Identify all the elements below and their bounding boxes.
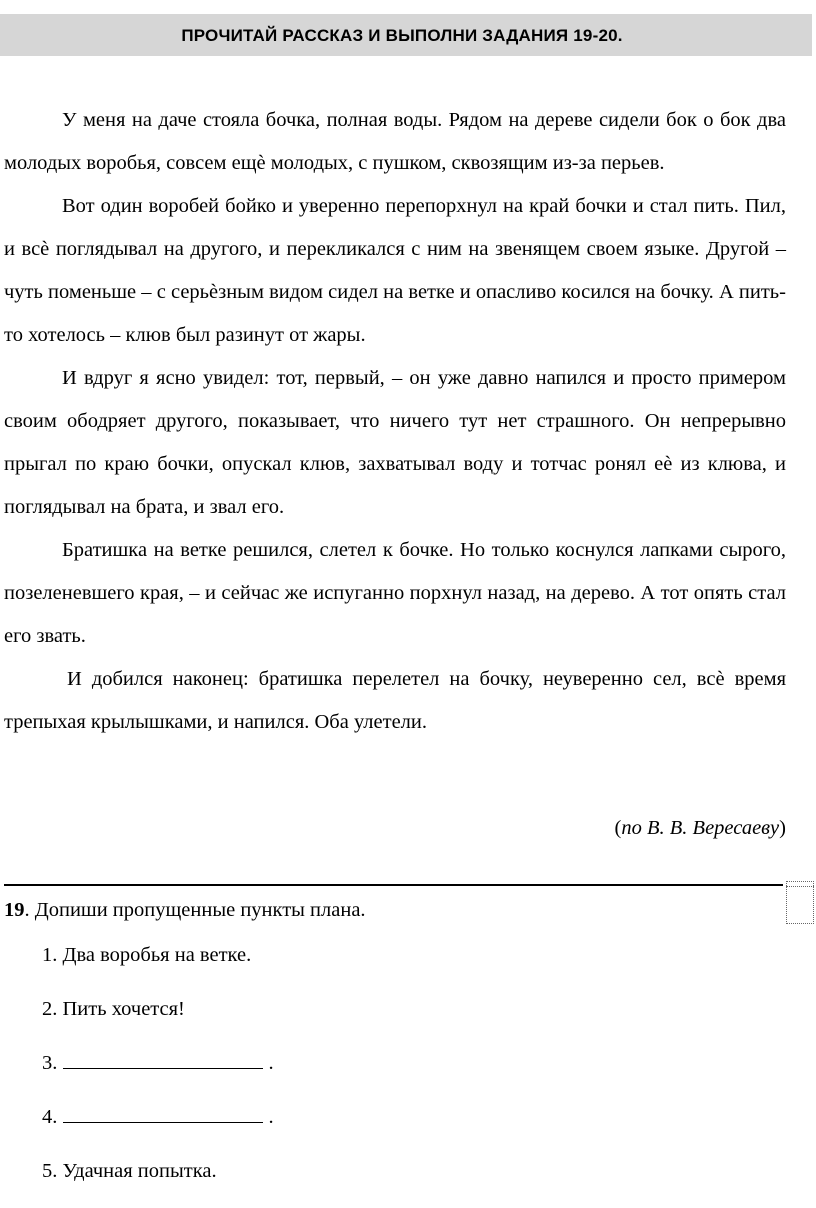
answer-blank[interactable]: [63, 1102, 263, 1123]
plan-item-text: Удачная попытка.: [62, 1160, 217, 1182]
attribution-author: по В. В. Вересаеву: [621, 817, 780, 839]
task-19: [4, 899, 366, 922]
plan-list: [42, 938, 274, 1208]
plan-item-text: .: [263, 1106, 274, 1128]
task-instruction: . Допиши пропущенные пункты плана.: [24, 899, 366, 921]
page-title: ПРОЧИТАЙ РАССКАЗ И ВЫПОЛНИ ЗАДАНИЯ 19-20.: [181, 26, 623, 45]
story-paragraph: Братишка на ветке решился, слетел к бочке. Но только коснулся лапками сырого, позеленевшего края, – и сейчас же испуганно порхнул назад, на дерево. А тот опять стал его звать.: [4, 539, 786, 647]
story-text: [4, 99, 786, 744]
plan-item-text: .: [263, 1052, 274, 1074]
story-paragraph: И вдруг я ясно увидел: тот, первый, – он уже давно напился и просто примером своим ободряет другого, показывает, что ничего тут нет страшного. Он непрерывно прыгал по краю бочки, опускал клюв, захватывал воду и тотчас ронял еѐ из клюва, и поглядывал на брата, и звал его.: [4, 367, 786, 518]
plan-item-text: Пить хочется!: [62, 998, 185, 1020]
plan-item: [42, 938, 274, 992]
story-paragraph: У меня на даче стояла бочка, полная воды. Рядом на дереве сидели бок о бок два молодых воробья, совсем ещѐ молодых, с пушком, сквозящим из-за перьев.: [4, 109, 786, 174]
plan-item-number: 1.: [42, 944, 58, 966]
story-paragraph: И добился наконец: братишка перелетел на бочку, неуверенно сел, всѐ время трепыхая крылышками, и напился. Оба улетели.: [4, 668, 786, 733]
header-bar: [0, 14, 812, 56]
plan-item-number: 4.: [42, 1106, 58, 1128]
score-box: [786, 886, 814, 924]
answer-blank[interactable]: [63, 1048, 263, 1069]
plan-item: [42, 1100, 274, 1154]
plan-item-text: Два воробья на ветке.: [62, 944, 252, 966]
attribution-open: (: [614, 817, 622, 839]
plan-item: [42, 1046, 274, 1100]
plan-item: [42, 992, 274, 1046]
plan-item: [42, 1154, 274, 1208]
story-paragraph: Вот один воробей бойко и уверенно перепорхнул на край бочки и стал пить. Пил, и всѐ поглядывал на другого, и перекликался с ним на звенящем своем языке. Другой – чуть поменьше – с серьѐзным видом сидел на ветке и опасливо косился на бочку. А пить-то хотелось – клюв был разинут от жары.: [4, 195, 786, 346]
task-number: 19: [4, 899, 25, 921]
plan-item-number: 2.: [42, 998, 58, 1020]
divider: [4, 884, 783, 886]
plan-item-number: 3.: [42, 1052, 58, 1074]
attribution-close: ): [779, 817, 786, 839]
plan-item-number: 5.: [42, 1160, 58, 1182]
attribution: [615, 817, 786, 840]
